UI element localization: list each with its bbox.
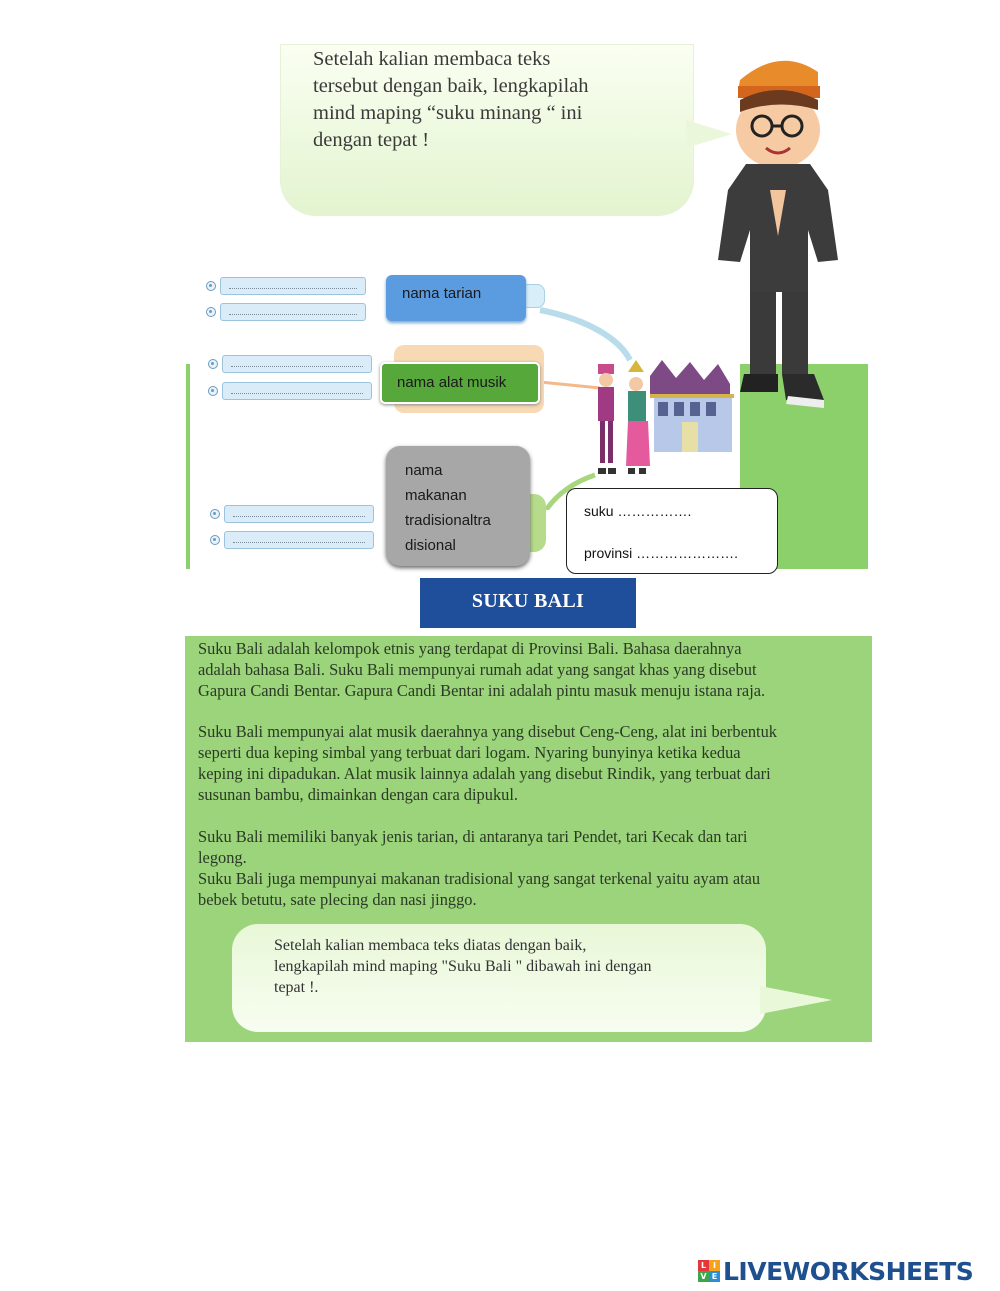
node-makanan-connector xyxy=(528,494,546,552)
logo-mark-icon: L I V E xyxy=(698,1260,720,1282)
liveworksheets-logo[interactable] xyxy=(698,1256,973,1286)
connector-musik xyxy=(540,382,600,388)
instruction-text-bali: Setelah kalian membaca teks diatas dengan baik, lengkapilah mind maping "Suku Bali " dibawah ini dengan tepat !. xyxy=(274,937,652,996)
provinsi-field[interactable]: provinsi …………………. xyxy=(584,545,739,561)
connector-tarian xyxy=(540,310,630,360)
bullet-icon xyxy=(208,359,218,369)
node-nama-alat-musik: nama alat musik xyxy=(380,362,540,404)
bullet-icon xyxy=(206,281,216,291)
logo-text: LIVEWORKSHEETS xyxy=(723,1256,974,1286)
node-tarian-connector xyxy=(525,284,545,308)
section-heading: SUKU BALI xyxy=(420,578,636,628)
paragraph-rumah-adat: Suku Bali adalah kelompok etnis yang terdapat di Provinsi Bali. Bahasa daerahnya adalah bahasa Bali. Suku Bali mempunyai rumah adat yang sangat khas yang disebut Gapura Candi Bentar. Gapura Candi Bentar ini adalah pintu masuk menuju istana raja. xyxy=(198,639,766,700)
boy-character-illustration xyxy=(700,40,860,430)
bullet-icon xyxy=(208,386,218,396)
instruction-text-minang: Setelah kalian membaca teks tersebut dengan baik, lengkapilah mind maping “suku minang “ ini dengan tepat ! xyxy=(313,48,589,151)
speech-bubble-tail xyxy=(760,986,832,1014)
suku-field[interactable]: suku ……………. xyxy=(584,503,692,519)
node-nama-makanan: nama makanan tradisionaltra disional xyxy=(386,446,530,566)
person-woman-icon xyxy=(626,360,650,474)
bullet-icon xyxy=(210,509,220,519)
bullet-icon xyxy=(210,535,220,545)
suku-provinsi-answer-box[interactable] xyxy=(566,488,778,574)
person-man-icon xyxy=(598,364,616,474)
node-nama-tarian: nama tarian xyxy=(386,275,526,321)
green-panel-edge xyxy=(186,364,190,569)
paragraph-alat-musik: Suku Bali mempunyai alat musik daerahnya yang disebut Ceng-Ceng, alat ini berbentuk seperti dua keping simbal yang terbuat dari logam. Nyaring bunyinya ketika kedua keping ini dipadukan. Alat musik lainnya adalah yang disebut Rindik, yang terbuat dari susunan bambu, dimainkan dengan cara dipukul. xyxy=(198,722,778,804)
bullet-icon xyxy=(206,307,216,317)
paragraph-tarian-makanan: Suku Bali memiliki banyak jenis tarian, di antaranya tari Pendet, tari Kecak dan tari legong. Suku Bali juga mempunyai makanan tradisional yang sangat terkenal yaitu ayam atau bebek betutu, sate plecing dan nasi jinggo. xyxy=(198,827,761,909)
